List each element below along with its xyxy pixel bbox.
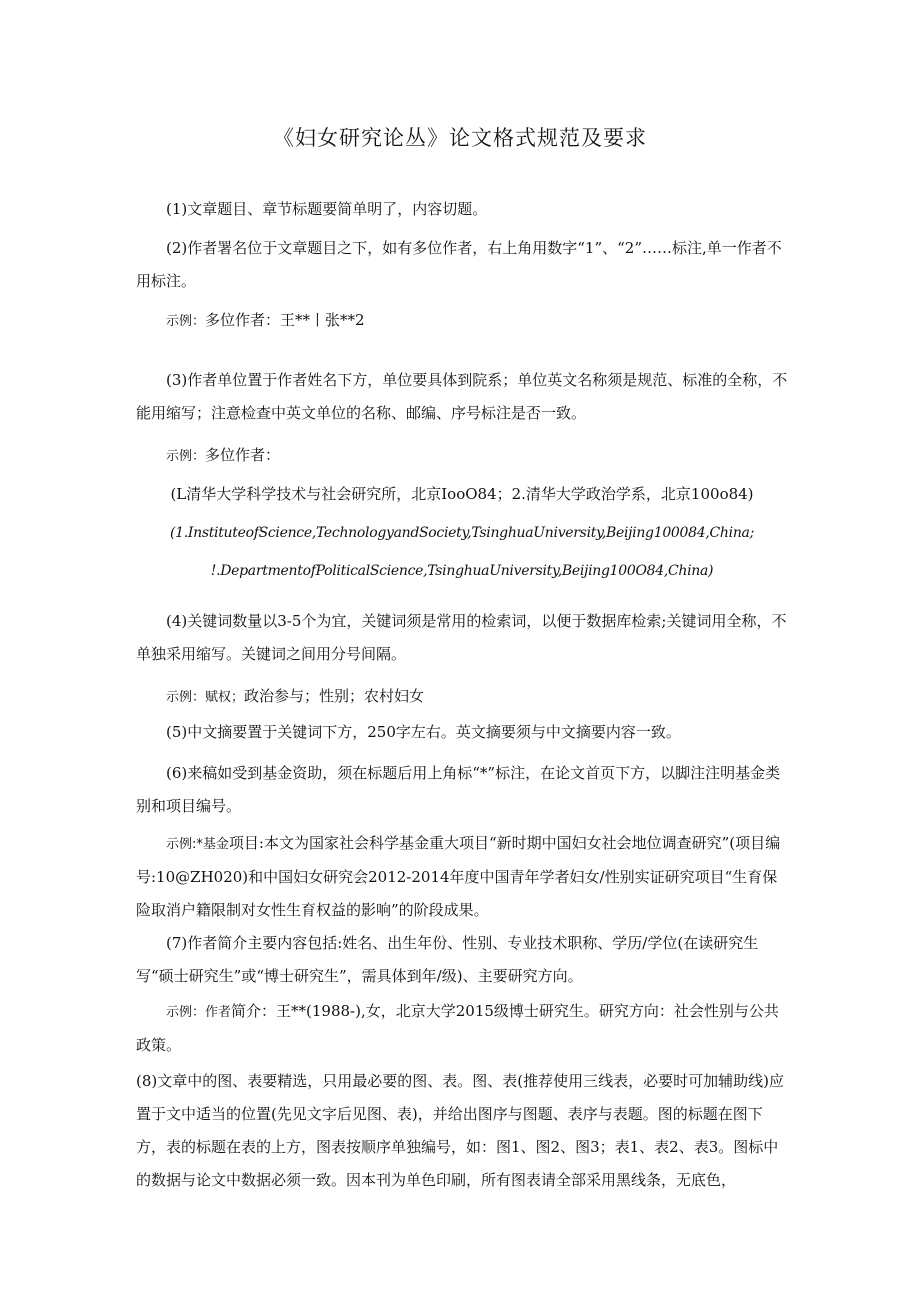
example-label: 示例： — [166, 449, 206, 464]
example-7 — [136, 995, 788, 1062]
example-4 — [136, 680, 788, 714]
document-title: 《妇女研究论丛》论文格式规范及要求 — [273, 126, 647, 150]
paragraph-1: (1)文章题目、章节标题要简单明了，内容切题。 — [166, 200, 488, 218]
example-text: 多位作者： — [205, 446, 281, 464]
paragraph-7: (7)作者简介主要内容包括:姓名、出生年份、性别、专业技术职称、学历/学位(在读研究生写“硕士研究生”或“博士研究生”，需具体到年/级)、主要研究方向。 — [136, 934, 759, 985]
example-6 — [136, 827, 788, 927]
paragraph-8: (8)文章中的图、表要精选，只用最必要的图、表。图、表(推荐使用三线表，必要时可加辅助线)应置于文中适当的位置(先见文字后见图、表)，并给出图序与图题、表序与表题。图的标题在图下方，表的标题在表的上方，图表按顺序单独编号，如：图1、图2、图3；表1、表2、表3。图标中的数据与论文中数据必须一致。因本刊为单色印刷，所有图表请全部采用黑线条，无底色， — [136, 1072, 784, 1189]
paragraph-6: (6)来稿如受到基金资助，须在标题后用上角标“*”标注，在论文首页下方，以脚注注明基金类别和项目编号。 — [136, 764, 781, 815]
example-label: 示例：赋权； — [166, 690, 245, 705]
example-text: 多位作者：王**丨张**2 — [205, 311, 365, 329]
example-label: 示例：作者 — [166, 1005, 232, 1020]
affiliation-english-line-1: (1.InstituteofScience,TechnologyandSociety,TsinghuaUniversity,Beijing100084,China; — [169, 525, 755, 541]
example-text: 项目:本文为国家社会科学基金重大项目“新时期中国妇女社会地位调查研究”(项目编号:10@ZH020)和中国妇女研究会2012-2014年度中国青年学者妇女/性别实证研究项目“生育保险取消户籍限制对女性生育权益的影响”的阶段成果。 — [136, 834, 781, 919]
example-3 — [136, 439, 788, 473]
example-label: 示例:*基金 — [166, 837, 229, 852]
paragraph-5: (5)中文摘要置于关键词下方，250字左右。英文摘要须与中文摘要内容一致。 — [166, 723, 681, 741]
example-label: 示例： — [166, 314, 206, 329]
example-2 — [136, 304, 788, 338]
paragraph-2: (2)作者署名位于文章题目之下，如有多位作者，右上角用数字“1”、“2”……标注,单一作者不用标注。 — [136, 239, 782, 290]
paragraph-4: (4)关键词数量以3-5个为宜，关键词须是常用的检索词，以便于数据库检索;关键词用全称，不单独采用缩写。关键词之间用分号间隔。 — [136, 612, 787, 663]
affiliation-chinese: (L清华大学科学技术与社会研究所，北京IooO84；2.清华大学政治学系，北京100o84) — [170, 485, 754, 503]
example-text: 政治参与；性别；农村妇女 — [244, 687, 425, 705]
paragraph-3: (3)作者单位置于作者姓名下方，单位要具体到院系；单位英文名称须是规范、标准的全称，不能用缩写；注意检查中英文单位的名称、邮编、序号标注是否一致。 — [136, 371, 788, 422]
example-text: 简介：王**(1988-),女，北京大学2015级博士研究生。研究方向：社会性别与公共政策。 — [136, 1002, 779, 1054]
affiliation-english-line-2: !.DepartmentofPoliticalScience,TsinghuaUniversity,Beijing100O84,China) — [210, 563, 714, 579]
